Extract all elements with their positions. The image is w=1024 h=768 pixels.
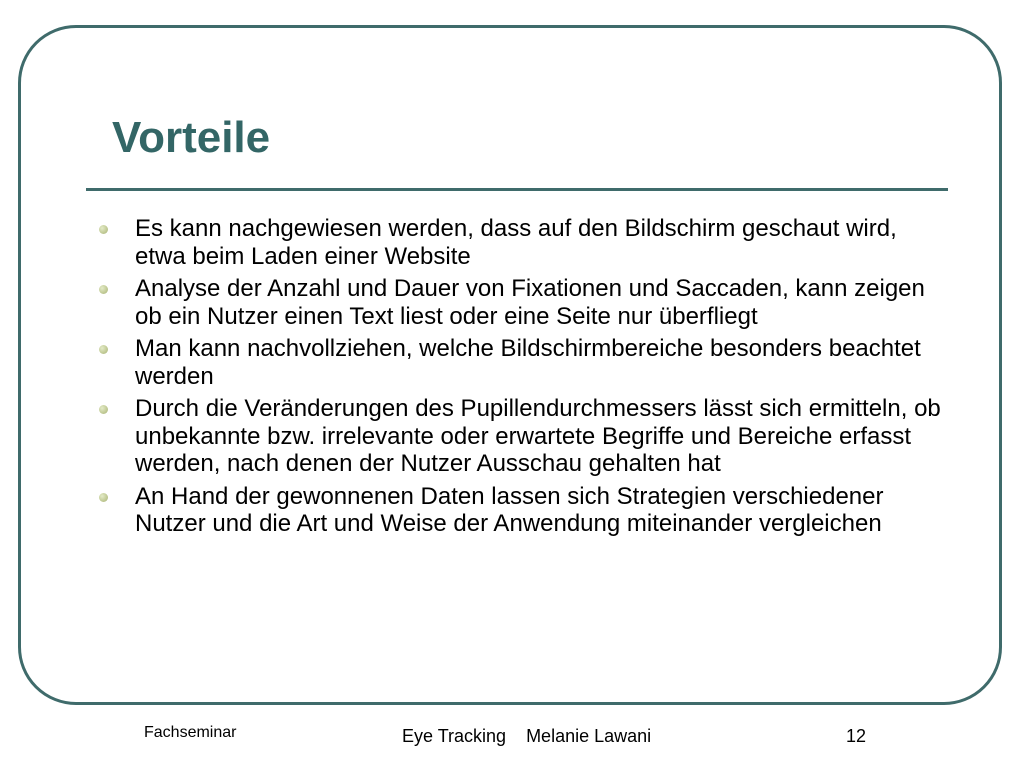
bullet-dot-icon (99, 225, 108, 234)
bullet-text: Durch die Veränderungen des Pupillendurchmessers lässt sich ermitteln, ob unbekannte bzw. irrelevante oder erwartete Begriffe und Bereiche erfasst werden, nach denen der Nutzer Ausschau gehalten hat (135, 395, 941, 477)
bullet-item (96, 395, 946, 478)
bullet-dot-icon (99, 345, 108, 354)
slide-title: Vorteile (112, 113, 271, 162)
bullet-item (96, 215, 946, 270)
footer-page-number: 12 (846, 726, 867, 746)
bullet-dot-icon (99, 493, 108, 502)
bullet-text: An Hand der gewonnenen Daten lassen sich Strategien verschiedener Nutzer und die Art und Weise der Anwendung miteinander vergleichen (135, 482, 884, 537)
title-divider (86, 188, 948, 191)
bullet-item (96, 335, 946, 390)
bullet-text: Man kann nachvollziehen, welche Bildschirmbereiche besonders beachtet werden (135, 335, 921, 390)
footer-author: Melanie Lawani (526, 726, 652, 746)
bullet-text: Es kann nachgewiesen werden, dass auf den Bildschirm geschaut wird, etwa beim Laden einer Website (135, 215, 897, 270)
footer-center (402, 726, 651, 747)
bullet-text: Analyse der Anzahl und Dauer von Fixationen und Saccaden, kann zeigen ob ein Nutzer einen Text liest oder eine Seite nur überfliegt (135, 275, 925, 330)
bullet-item (96, 275, 946, 330)
bullet-dot-icon (99, 285, 108, 294)
footer-topic: Eye Tracking (402, 726, 507, 746)
bullet-dot-icon (99, 405, 108, 414)
bullet-item (96, 483, 946, 538)
footer-course: Fachseminar (144, 724, 237, 741)
bullet-list (96, 215, 946, 543)
